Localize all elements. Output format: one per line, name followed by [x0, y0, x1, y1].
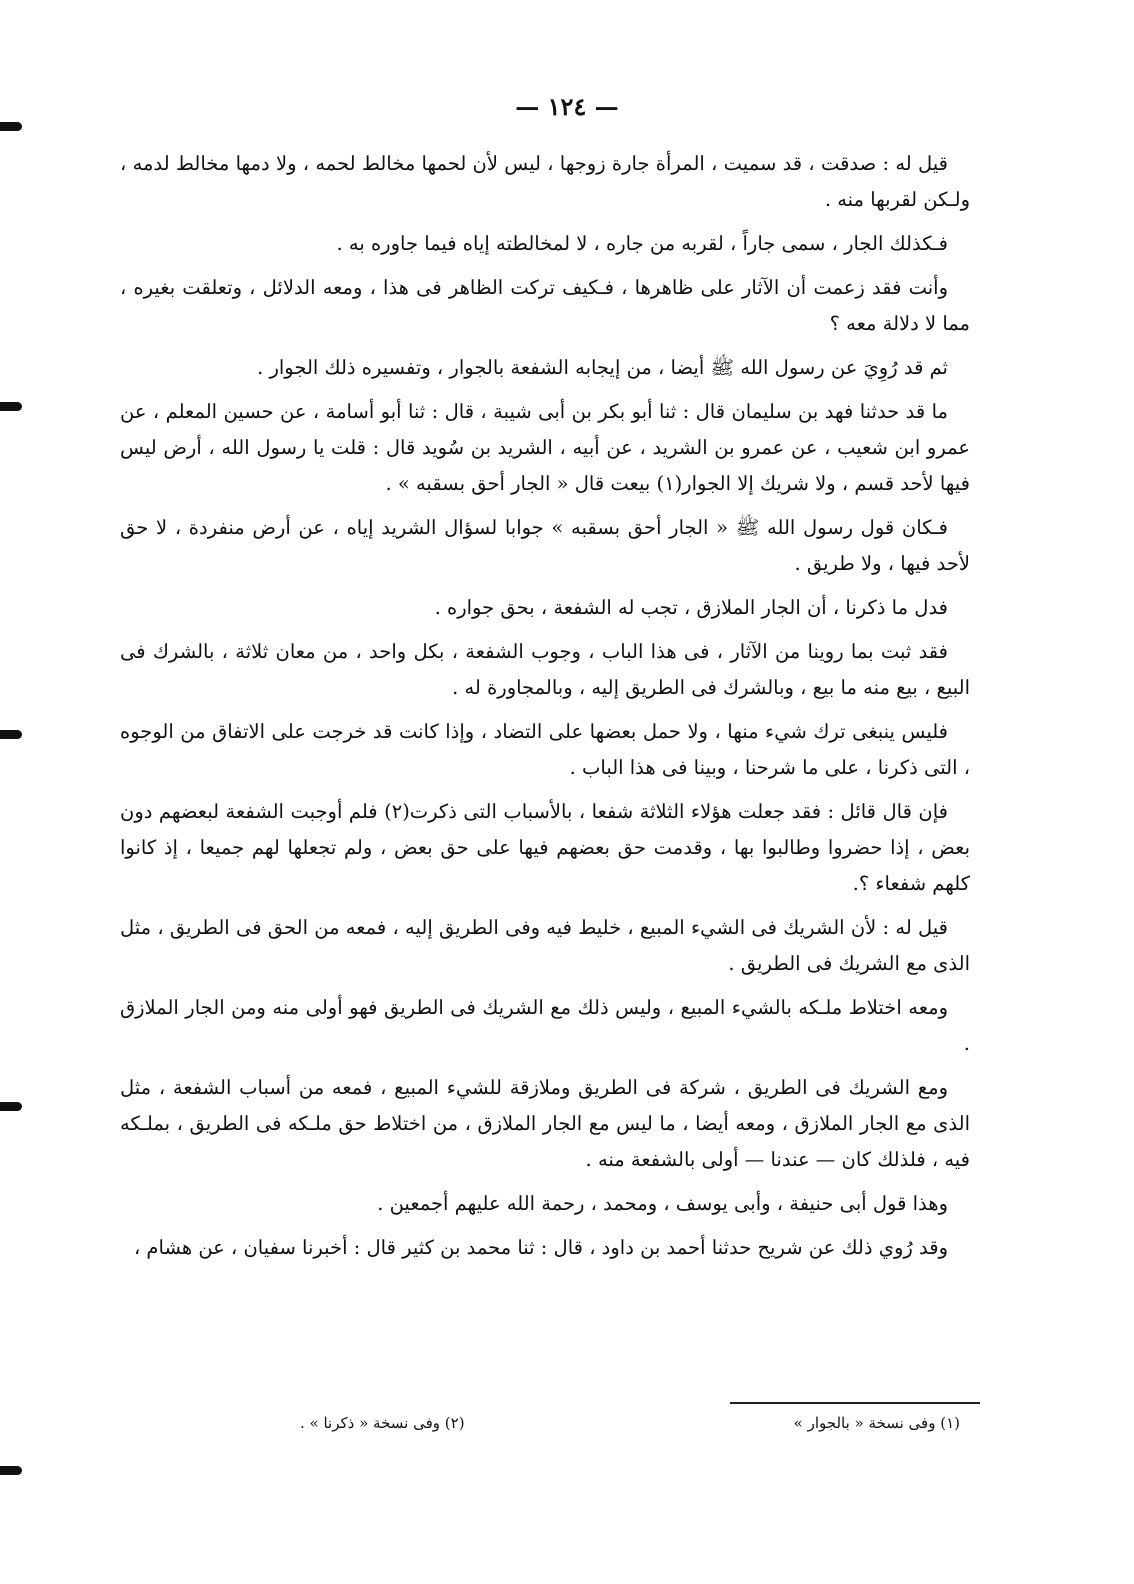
scan-edge-mark	[0, 402, 22, 411]
paragraph: فقد ثبت بما روينا من الآثار ، فى هذا الباب ، وجوب الشفعة ، بكل واحد ، من معان ثلاثة ، بالشرك فى البيع ، بيع منه ما بيع ، وبالشرك فى الطريق إليه ، وبالمجاورة له .	[120, 640, 970, 699]
paragraph: فـكان قول رسول الله ﷺ « الجار أحق بسقبه » جوابا لسؤال الشريد إياه ، عن أرض منفردة ، لا حق لأحد فيها ، ولا طريق .	[120, 516, 970, 575]
paragraph: وقد رُوي ذلك عن شريح حدثنا أحمد بن داود ، قال : ثنا محمد بن كثير قال : أخبرنا سفيان ، عن هشام ،	[133, 1236, 948, 1259]
paragraph: قيل له : صدقت ، قد سميت ، المرأة جارة زوجها ، ليس لأن لحمها مخالط لحمه ، ولا دمها مخالط لدمه ، ولـكن لقربها منه .	[120, 152, 970, 211]
footnote-divider	[730, 1402, 980, 1404]
paragraph: وهذا قول أبى حنيفة ، وأبى يوسف ، ومحمد ، رحمة الله عليهم أجمعين .	[377, 1192, 948, 1215]
paragraph: فإن قال قائل : فقد جعلت هؤلاء الثلاثة شفعا ، بالأسباب التى ذكرت(٢) فلم أوجبت الشفعة لبعضهم دون بعض ، إذا حضروا وطالبوا بها ، وقدمت حق بعضهم فيها على حق بعض ، ولم تجعلها لهم جميعا ، إذ كانوا كلهم شفعاء ؟.	[120, 800, 970, 895]
paragraph: فليس ينبغى ترك شيء منها ، ولا حمل بعضها على التضاد ، وإذا كانت قد خرجت على الاتفاق من الوجوه ، التى ذكرنا ، على ما شرحنا ، وبينا فى هذا الباب .	[120, 720, 970, 779]
paragraph: ومعه اختلاط ملـكه بالشيء المبيع ، وليس ذلك مع الشريك فى الطريق فهو أولى منه ومن الجار الملازق .	[120, 996, 970, 1055]
footnotes	[300, 1414, 960, 1432]
scan-edge-mark	[0, 122, 22, 131]
scan-edge-mark	[0, 1466, 22, 1475]
paragraph: فـكذلك الجار ، سمى جاراً ، لقربه من جاره ، لا لمخالطته إياه فيما جاوره به .	[336, 232, 948, 255]
page-number: — ١٢٤ —	[515, 92, 619, 121]
scan-edge-mark	[0, 1102, 22, 1111]
scan-edge-mark	[0, 730, 22, 739]
paragraph: ومع الشريك فى الطريق ، شركة فى الطريق وملازقة للشيء المبيع ، فمعه من أسباب الشفعة ، مثل الذى مع الجار الملازق ، ومعه أيضا ، ما ليس مع الجار الملازق ، من اختلاط حق ملـكه فى الطريق ، بملـكه فيه ، فلذلك كان — عندنا — أولى بالشفعة منه .	[120, 1076, 970, 1171]
paragraph: ثم قد رُوِيَ عن رسول الله ﷺ أيضا ، من إيجابه الشفعة بالجوار ، وتفسيره ذلك الجوار .	[257, 356, 948, 379]
main-text	[120, 146, 970, 1270]
paragraph: فدل ما ذكرنا ، أن الجار الملازق ، تجب له الشفعة ، بحق جواره .	[434, 596, 948, 619]
footnote-2: (٢) وفى نسخة « ذكرنا » .	[300, 1414, 465, 1432]
paragraph: قيل له : لأن الشريك فى الشيء المبيع ، خليط فيه وفى الطريق إليه ، فمعه من الحق فى الطريق ، مثل الذى مع الشريك فى الطريق .	[120, 916, 970, 975]
paragraph: ما قد حدثنا فهد بن سليمان قال : ثنا أبو بكر بن أبى شيبة ، قال : ثنا أبو أسامة ، عن حسين المعلم ، عن عمرو ابن شعيب ، عن عمرو بن الشريد ، عن أبيه ، الشريد بن سُويد قال : قلت يا رسول الله ، أرض ليس فيها لأحد قسم ، ولا شريك إلا الجوار(١) بيعت قال « الجار أحق بسقبه » .	[120, 400, 970, 495]
paragraph: وأنت فقد زعمت أن الآثار على ظاهرها ، فـكيف تركت الظاهر فى هذا ، ومعه الدلائل ، وتعلقت بغيره ، مما لا دلالة معه ؟	[120, 276, 970, 335]
footnote-1: (١) وفى نسخة « بالجوار »	[793, 1414, 960, 1432]
